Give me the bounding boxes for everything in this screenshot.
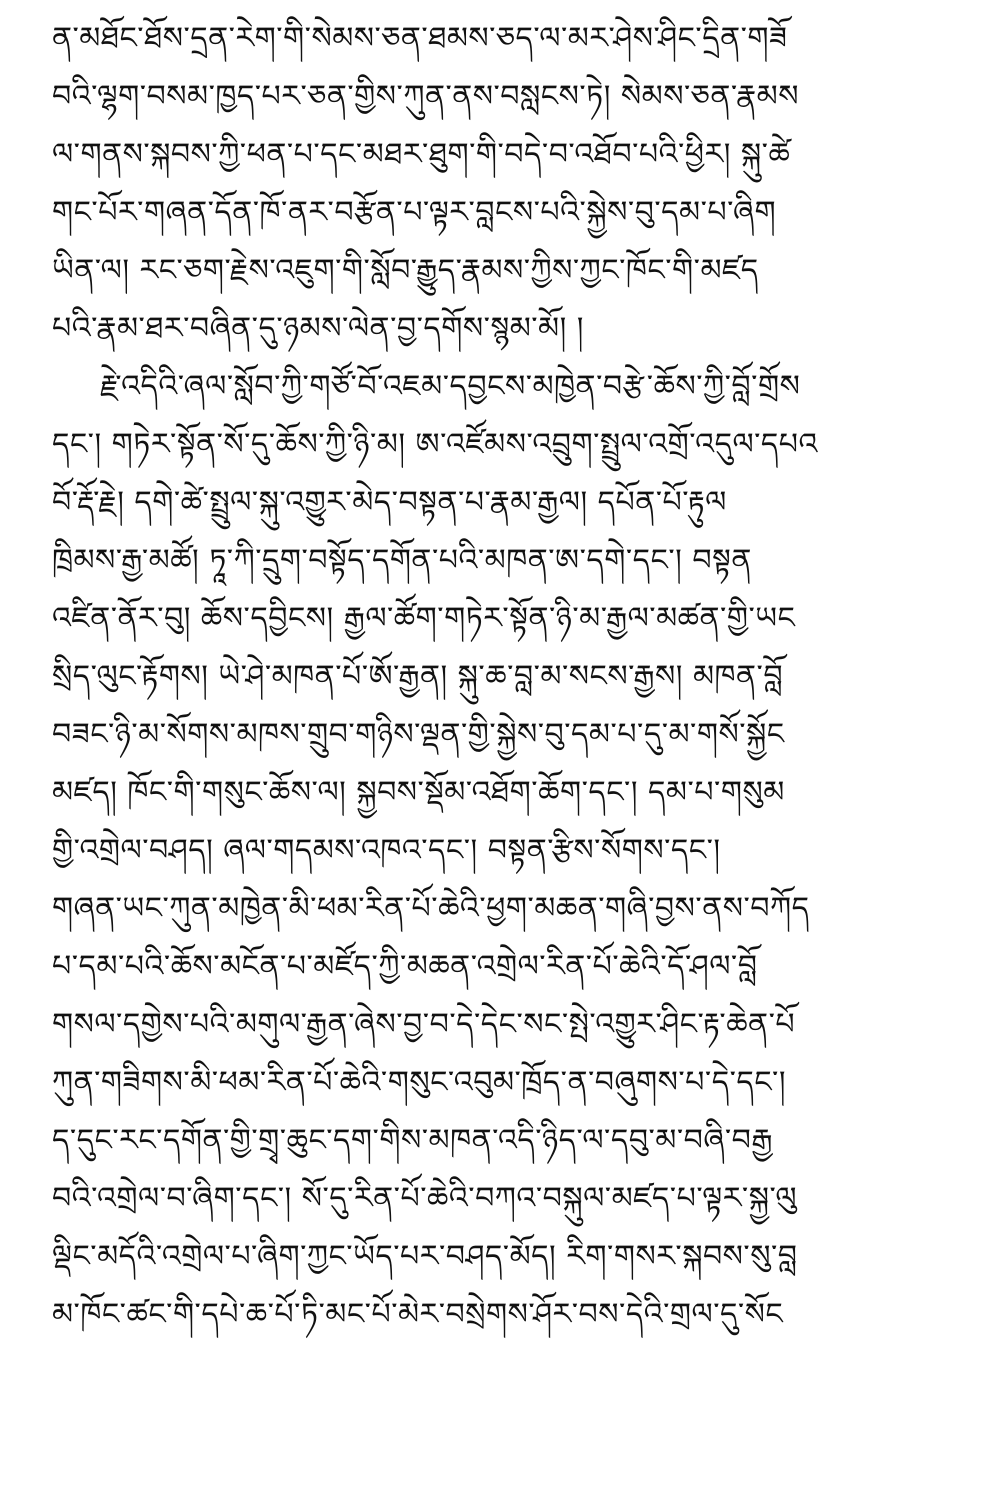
text-line-7: རྗེ་འདིའི་ཞལ་སློབ་ཀྱི་གཙོ་བོ་འཇམ་དབྱངས་མཁྱེན་བརྩེ་ཆོས་ཀྱི་བློ་གྲོས (100, 369, 801, 404)
text-line-18: གསལ་དགྱེས་པའི་མགུལ་རྒྱན་ཞེས་བྱ་བ་དེ་དེང་སང་སྤེ་འགྱུར་ཤིང་རྟ་ཆེན་པོ (52, 1007, 796, 1042)
text-line-10: ཁྲིམས་རྒྱ་མཚོ། ཏཱ་ཀི་དྲུག་བསྟོད་དགོན་པའི་མཁན་ཨ་དགེ་དང་། བསྟན (52, 543, 752, 578)
text-line-4: གང་པོར་གཞན་དོན་ཁོ་ནར་བརྩོན་པ་ལྟར་བླངས་པའི་སྐྱེས་བུ་དམ་པ་ཞིག (52, 195, 777, 230)
text-line-6: པའི་རྣམ་ཐར་བཞིན་དུ་ཉམས་ལེན་བྱ་དགོས་སྙམ་མོ། ། (52, 311, 584, 346)
text-line-16: གཞན་ཡང་ཀུན་མཁྱེན་མི་ཕམ་རིན་པོ་ཆེའི་ཕྱག་མཆན་གཞི་བྱས་ནས་བཀོད (52, 891, 810, 926)
text-line-13: བཟང་ཉི་མ་སོགས་མཁས་གྲུབ་གཉིས་ལྡན་གྱི་སྐྱེས་བུ་དམ་པ་དུ་མ་གསོ་སྐྱོང (52, 717, 785, 752)
text-line-21: བའི་འགྲེལ་བ་ཞིག་དང་། སོ་དུ་རིན་པོ་ཆེའི་བཀའ་བསྐུལ་མཛད་པ་ལྟར་སྐྱ་ལུ (52, 1181, 798, 1216)
text-line-15: གྱི་འགྲེལ་བཤད། ཞལ་གདམས་འཁའ་དང་། བསྟན་རྩིས་སོགས་དང་། (52, 833, 721, 868)
text-line-1: ན་མཐོང་ཐོས་དྲན་རེག་གི་སེམས་ཅན་ཐམས་ཅད་ལ་མར་ཤེས་ཤིང་དྲིན་གཟོ (52, 21, 788, 56)
text-line-17: པ་དམ་པའི་ཆོས་མངོན་པ་མཛོད་ཀྱི་མཆན་འགྲེལ་རིན་པོ་ཆེའི་དོ་ཤལ་བློ (52, 949, 758, 984)
text-line-5: ཡིན་ལ། རང་ཅག་རྗེས་འཇུག་གི་སློབ་རྒྱུད་རྣམས་ཀྱིས་ཀྱང་ཁོང་གི་མཛད (52, 253, 759, 288)
text-line-2: བའི་ལྷག་བསམ་ཁྱད་པར་ཅན་གྱིས་ཀུན་ནས་བསླངས་ཏེ། སེམས་ཅན་རྣམས (52, 79, 799, 114)
text-line-8: དང་། གཏེར་སྟོན་སོ་དུ་ཆོས་ཀྱི་ཉི་མ། ཨ་འཛོམས་འབྲུག་སྤྲུལ་འགྲོ་འདུལ་དཔའ (52, 427, 818, 462)
text-line-22: ལྡིང་མདོའི་འགྲེལ་པ་ཞིག་ཀྱང་ཡོད་པར་བཤད་མོད། རིག་གསར་སྐབས་སུ་བླ (52, 1239, 798, 1274)
text-line-19: ཀུན་གཟིགས་མི་ཕམ་རིན་པོ་ཆེའི་གསུང་འབུམ་ཁྲོད་ན་བཞུགས་པ་དེ་དང་། (52, 1065, 787, 1100)
text-line-20: ད་དུང་རང་དགོན་གྱི་གྲྭ་ཆུང་དག་གིས་མཁན་འདི་ཉིད་ལ་དབུ་མ་བཞི་བརྒྱ (52, 1123, 773, 1158)
text-line-3: ལ་གནས་སྐབས་ཀྱི་ཕན་པ་དང་མཐར་ཐུག་གི་བདེ་བ་འཐོབ་པའི་ཕྱིར། སྐུ་ཚེ (52, 137, 791, 172)
text-line-23: མ་ཁོང་ཚང་གི་དཔེ་ཆ་པོ་ཏི་མང་པོ་མེར་བསྲེགས་ཤོར་བས་དེའི་གྲལ་དུ་སོང (52, 1297, 784, 1332)
text-line-11: འཛིན་ནོར་བུ། ཆོས་དབྱིངས། རྒྱལ་ཚོག་གཏེར་སྟོན་ཉི་མ་རྒྱལ་མཚན་གྱི་ཡང (52, 601, 796, 636)
text-line-14: མཛད། ཁོང་གི་གསུང་ཆོས་ལ། སྐྱབས་སྡོམ་འཐོག་ཆོག་དང་། དམ་པ་གསུམ (52, 775, 785, 810)
text-line-12: སྲིད་ལུང་རྟོགས། ཡེ་ཤེ་མཁན་པོ་ཨོ་རྒྱན། སྐུ་ཆ་བླ་མ་སངས་རྒྱས། མཁན་བློ (52, 659, 784, 694)
text-line-9: བོ་རྡོ་རྗེ། དགེ་ཚེ་སྤྲུལ་སྐུ་འགྱུར་མེད་བསྟན་པ་རྣམ་རྒྱལ། དཔོན་པོ་རྟུལ (52, 485, 727, 520)
